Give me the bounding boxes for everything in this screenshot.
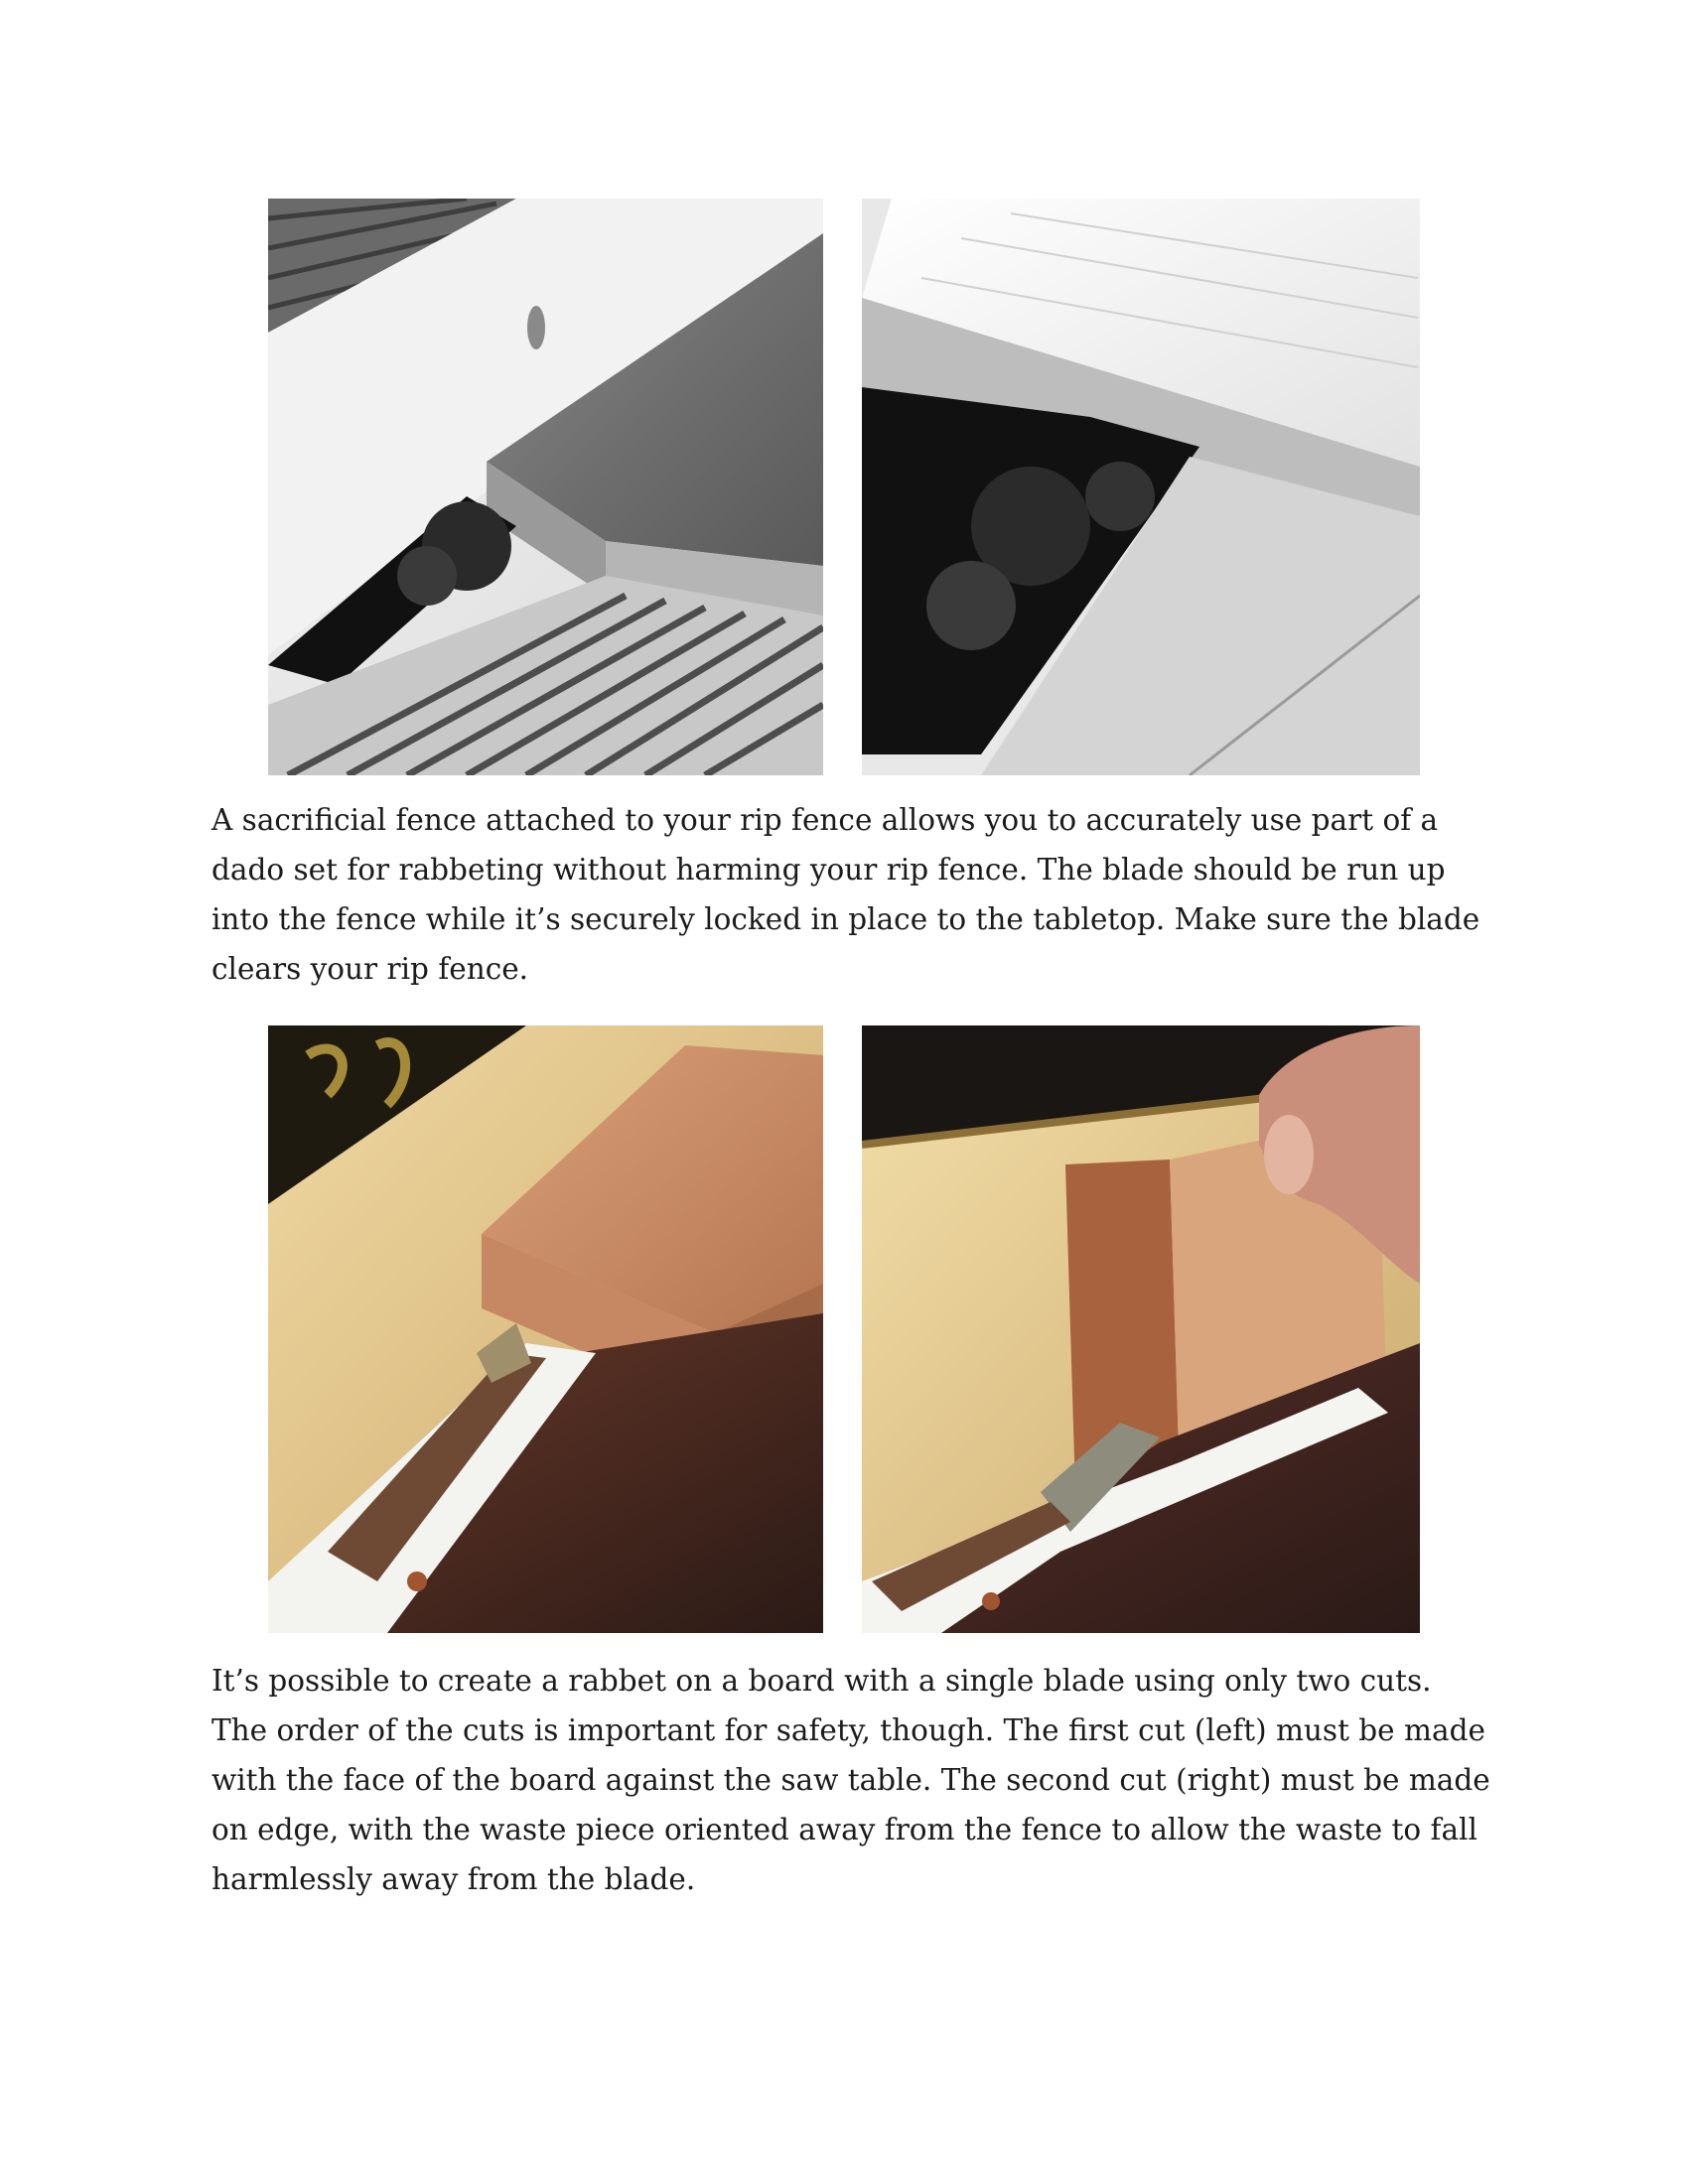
caption-sacrificial-fence: A sacrificial fence attached to your rip fence allows you to accurately use part of a dado set for rabbeting without harming your rip fence. The blade should be run up into the fence while it’s securely locked in place to the tabletop. Make sure the blade clears your rip fence.	[211, 803, 1480, 986]
photo-sacrificial-fence-blade	[862, 199, 1420, 775]
photo-sacrificial-fence-board	[268, 199, 823, 775]
photo-second-cut-on-edge	[862, 1025, 1420, 1633]
photo-first-cut-face-down	[268, 1025, 823, 1633]
caption-two-cut-rabbet: It’s possible to create a rabbet on a board with a single blade using only two cuts. The order of the cuts is important for safety, though. The first cut (left) must be made with the face of the board against the saw table. The second cut (right) must be made on edge, with the waste piece oriented away from the fence to allow the waste to fall harmlessly away from the blade.	[211, 1664, 1490, 1896]
